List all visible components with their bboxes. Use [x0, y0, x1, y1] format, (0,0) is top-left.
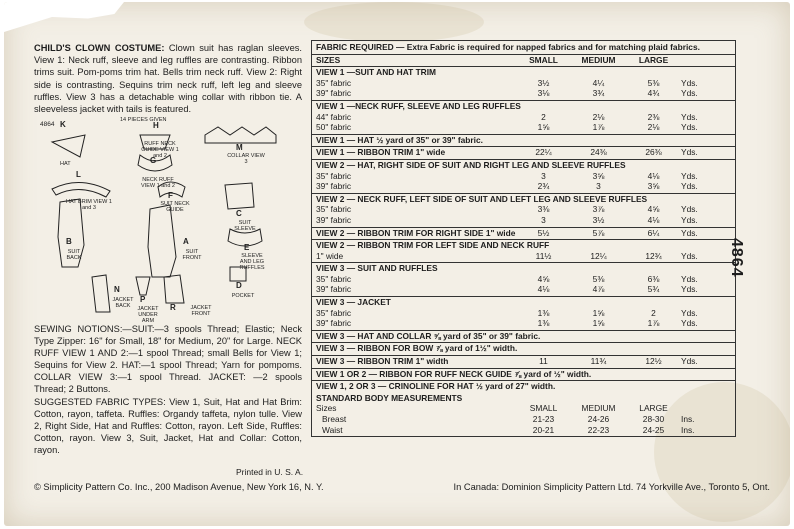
bm-label: Waist: [322, 424, 343, 435]
amount-s: 11½: [535, 250, 552, 261]
amount-l: 6⅜: [647, 273, 660, 284]
body-measurements: [312, 393, 735, 436]
torn-corner: [4, 2, 124, 32]
unit: Yds.: [681, 77, 698, 88]
piece-letter: L: [76, 170, 81, 179]
fabric-section: [312, 297, 735, 331]
section-title: VIEW 3 — JACKET: [316, 297, 391, 308]
amount-m: 2⅛: [592, 111, 605, 122]
fabric-label: 1" wide: [316, 250, 344, 261]
piece-letter: A: [183, 237, 189, 246]
bm-label: Breast: [322, 414, 347, 424]
piece-letter: K: [60, 120, 66, 129]
piece-letter: H: [153, 121, 159, 130]
amount-s: 3⅛: [537, 88, 550, 99]
piece-label: NECK RUFF VIEW 1 and 2: [141, 177, 175, 189]
amount-l: 4⅛: [647, 214, 660, 225]
fabric-label: 39" fabric: [316, 284, 352, 295]
section-title: VIEW 1 OR 2 — RIBBON FOR RUFF NECK GUIDE ⅞ yard of ½" width.: [316, 368, 592, 379]
section-title-row: [316, 369, 731, 380]
amount-s: 22¼: [535, 147, 552, 158]
fabric-row: [316, 308, 731, 319]
pattern-pieces-diagram: [40, 117, 302, 324]
fabric-label: 35" fabric: [316, 273, 352, 284]
piece-label: SUIT BACK: [66, 249, 82, 261]
body-measurements-head: [316, 403, 731, 414]
printed-in: Printed in U. S. A.: [236, 467, 304, 477]
pattern-number-small: 4864: [40, 121, 55, 128]
amount-s: 3⅜: [537, 204, 550, 215]
section-title-row: [316, 160, 731, 171]
body-measurements-title: STANDARD BODY MEASUREMENTS: [316, 392, 463, 403]
amount-l: 3⅝: [647, 181, 660, 192]
fabric-label: 44" fabric: [316, 111, 352, 122]
piece-letter: M: [236, 143, 243, 152]
piece-label: SLEEVE AND LEG RUFFLES: [239, 253, 265, 271]
unit: Yds.: [681, 307, 698, 318]
amount-s: 1⅜: [537, 307, 550, 318]
section-title: VIEW 2 — HAT, RIGHT SIDE OF SUIT AND RIGHT LEG AND SLEEVE RUFFLES: [316, 159, 626, 170]
bm-medium: 22-23: [587, 424, 610, 435]
pattern-number-side: 4864: [728, 238, 745, 278]
amount-l: 2⅛: [647, 122, 660, 133]
fabric-section: [312, 135, 735, 148]
piece-label: RUFF NECK GUIDE VIEW 1 and 2: [141, 141, 179, 159]
copyright: © Simplicity Pattern Co. Inc., 200 Madison Avenue, New York 16, N. Y.: [34, 482, 324, 492]
col-small: SMALL: [529, 54, 558, 65]
unit: Yds.: [681, 111, 698, 122]
notions-block: [34, 323, 302, 456]
collar-piece: [205, 127, 276, 143]
stain: [304, 2, 484, 42]
section-title-row: [316, 194, 731, 205]
section-title: VIEW 3 — RIBBON TRIM 1" width: [316, 356, 449, 367]
col-large: LARGE: [638, 54, 669, 65]
amount-s: 4⅛: [537, 284, 550, 295]
piece-letter: N: [114, 285, 120, 294]
fabric-label: 35" fabric: [316, 170, 352, 181]
piece-label: HAT BRIM VIEW 1 and 3: [66, 199, 112, 211]
amount-m: 5⅜: [592, 273, 605, 284]
bm-small: 21-23: [532, 414, 555, 424]
sizes-header: [312, 55, 735, 68]
section-title: VIEW 3 — HAT AND COLLAR ⅝ yard of 35" or 39" fabric.: [316, 330, 541, 341]
unit: Yds.: [681, 204, 698, 215]
amount-l: 2⅜: [647, 111, 660, 122]
amount-s: 1⅝: [537, 122, 550, 133]
fabric-row: [316, 78, 731, 89]
fabric-label: 35" fabric: [316, 77, 352, 88]
amount-l: 26⅜: [645, 147, 662, 158]
jacket-front-piece: [164, 275, 184, 303]
amount-m: 5⅞: [592, 227, 605, 238]
fabric-section: [312, 147, 735, 160]
canada-address: In Canada: Dominion Simplicity Pattern Ltd. 74 Yorkville Ave., Toronto 5, Ont.: [453, 482, 770, 492]
col-medium: MEDIUM: [581, 54, 616, 65]
fabric-row: [316, 274, 731, 285]
jacket-under-arm-piece: [136, 277, 150, 295]
section-title-row: [316, 147, 731, 158]
amount-s: 1⅜: [537, 318, 550, 329]
amount-s: 5½: [537, 227, 550, 238]
piece-letter: B: [66, 237, 72, 246]
fabric-row: [316, 181, 731, 192]
bm-col-small: SMALL: [529, 403, 558, 414]
amount-m: 4⅞: [592, 284, 605, 295]
amount-m: 1⅝: [592, 318, 605, 329]
piece-letter: F: [168, 191, 173, 200]
fabric-section: [312, 356, 735, 369]
amount-l: 4¾: [647, 88, 660, 99]
amount-s: 3½: [537, 77, 550, 88]
fabric-row: [316, 251, 731, 262]
piece-letter: D: [236, 281, 242, 290]
section-title-row: [316, 297, 731, 308]
fabric-row: [316, 204, 731, 215]
unit: Yds.: [681, 284, 698, 295]
section-title-row: [316, 263, 731, 274]
section-title: VIEW 1 — RIBBON TRIM 1" wide: [316, 147, 446, 158]
section-title-row: [316, 331, 731, 342]
piece-label: SUIT NECK GUIDE: [160, 201, 190, 213]
bm-col-large: LARGE: [639, 403, 668, 414]
bm-large: 28-30: [642, 414, 665, 424]
fabric-label: 50" fabric: [316, 122, 352, 133]
piece-label: POCKET: [231, 293, 255, 299]
section-title-row: [316, 67, 731, 78]
bm-col-medium: MEDIUM: [581, 403, 616, 414]
amount-s: 3: [541, 170, 546, 181]
sewing-notions: SEWING NOTIONS:—SUIT:—3 spools Thread; Elastic; Neck Type Zipper: 16" for Small, 18" for Medium, 20" for Large. NECK RUFF VIEW 1 AND 2:—1 spool Thread; small Bells for View 1; Sequins for View 2. HAT:—1 spool Thread; Yarn for pompoms. COLLAR VIEW 3:—1 spool Thread. JACKET: —2 spools Thread; 2 Buttons.: [34, 324, 302, 395]
fabric-section: [312, 67, 735, 101]
col-sizes: SIZES: [316, 54, 341, 65]
piece-label: HAT: [60, 161, 71, 167]
fabric-section: [312, 194, 735, 228]
unit: Yds.: [681, 181, 698, 192]
piece-label: JACKET UNDER ARM: [137, 306, 159, 324]
piece-label: SUIT FRONT: [182, 249, 202, 261]
amount-m: 4¼: [592, 77, 605, 88]
amount-l: 12½: [645, 356, 662, 367]
fabric-section: [312, 228, 735, 241]
bm-medium: 24-26: [587, 414, 610, 424]
fabric-label: 35" fabric: [316, 204, 352, 215]
amount-m: 3⅝: [592, 170, 605, 181]
unit: Yds.: [681, 318, 698, 329]
suit-front-piece: [148, 205, 176, 277]
fabric-table-header: FABRIC REQUIRED — Extra Fabric is required for napped fabrics and for matching plaid fabrics.: [312, 41, 735, 55]
section-title: VIEW 3 — RIBBON FOR BOW ⅞ yard of 1½" width.: [316, 343, 518, 354]
piece-letter: P: [140, 295, 146, 304]
amount-l: 5¾: [647, 284, 660, 295]
hat-piece: [52, 135, 85, 157]
footer: [34, 482, 774, 492]
amount-m: 24⅜: [590, 147, 607, 158]
amount-l: 1⅞: [647, 318, 660, 329]
amount-m: 3: [596, 181, 601, 192]
piece-label: SUIT SLEEVE: [234, 220, 256, 232]
fabric-section: [312, 101, 735, 135]
jacket-back-piece: [92, 275, 110, 312]
section-title-row: [316, 135, 731, 146]
fabric-row: [316, 171, 731, 182]
amount-s: 11: [539, 356, 548, 367]
amount-m: 11¾: [590, 356, 607, 367]
fabric-section: [312, 343, 735, 356]
fabric-section: [312, 381, 735, 393]
fabric-label: 39" fabric: [316, 181, 352, 192]
pattern-envelope-back: [4, 2, 790, 526]
pieces-given-label: 14 PIECES GIVEN: [120, 117, 167, 123]
unit: Yds.: [681, 250, 698, 261]
amount-l: 2: [651, 307, 656, 318]
suggested-fabrics: SUGGESTED FABRIC TYPES: View 1, Suit, Hat and Hat Brim: Cotton, rayon, taffeta. Ruffles: Organdy taffeta, nylon tulle. View 2, Right Side, Hat and Ruffles: Cotton, rayon. Left Side, Ruffles: Cotton, rayon. View 3, Suit, Jacket, Hat and Collar: Cotton, rayon.: [34, 396, 302, 455]
amount-s: 2: [541, 111, 546, 122]
fabric-row: [316, 112, 731, 123]
unit: Yds.: [681, 147, 698, 158]
fabric-sections: [312, 67, 735, 393]
piece-label: COLLAR VIEW 3: [227, 153, 265, 165]
section-title-row: [316, 240, 731, 251]
section-title: VIEW 2 — NECK RUFF, LEFT SIDE OF SUIT AND LEFT LEG AND SLEEVE RUFFLES: [316, 193, 648, 204]
fabric-row: [316, 284, 731, 295]
amount-m: 1⅞: [592, 122, 605, 133]
bm-unit: Ins.: [681, 424, 695, 435]
costume-heading: CHILD'S CLOWN COSTUME:: [34, 43, 165, 53]
sizes-label: Sizes: [316, 403, 337, 414]
fabric-section: [312, 331, 735, 344]
fabric-label: 35" fabric: [316, 307, 352, 318]
section-title: VIEW 1 —NECK RUFF, SLEEVE AND LEG RUFFLES: [316, 100, 521, 111]
amount-m: 3⅞: [592, 204, 605, 215]
hat-brim-piece: [52, 182, 110, 197]
piece-label: JACKET BACK: [112, 297, 134, 309]
amount-l: 4⅛: [647, 170, 660, 181]
fabric-label: 39" fabric: [316, 214, 352, 225]
amount-l: 12¾: [645, 250, 662, 261]
bm-large: 24-25: [642, 424, 665, 435]
fabric-label: 39" fabric: [316, 88, 352, 99]
amount-m: 3½: [592, 214, 605, 225]
section-title-row: [316, 101, 731, 112]
piece-letter: E: [244, 243, 250, 252]
section-title-row: [316, 356, 731, 367]
section-title: VIEW 1 — HAT ½ yard of 35" or 39" fabric.: [316, 134, 483, 145]
section-title-row: [316, 228, 731, 239]
unit: Yds.: [681, 273, 698, 284]
fabric-table: [311, 40, 736, 437]
description-block: [34, 42, 302, 115]
piece-letter: C: [236, 209, 242, 218]
fabric-row: [316, 215, 731, 226]
section-title: VIEW 2 — RIBBON TRIM FOR LEFT SIDE AND NECK RUFF: [316, 240, 550, 251]
piece-letter: R: [170, 303, 176, 312]
fabric-row: [316, 318, 731, 329]
amount-s: 2¾: [537, 181, 550, 192]
unit: Yds.: [681, 227, 698, 238]
section-title-row: [316, 343, 731, 354]
unit: Yds.: [681, 356, 698, 367]
costume-description: Clown suit has raglan sleeves. View 1: Neck ruff, sleeve and leg ruffles are contrasting. Ribbon trims suit. Pom-poms trim hat. Bells trim neck ruff. View 2: Right side is contrasting. Sequins trim neck ruff, left leg and sleeve ruffles. View 3 has a detachable wing collar with ribbon tie. A sleeveless jacket with tails is featured.: [34, 43, 302, 115]
fabric-row: [316, 88, 731, 99]
unit: Yds.: [681, 170, 698, 181]
fabric-row: [316, 122, 731, 133]
unit: Yds.: [681, 88, 698, 99]
fabric-section: [312, 240, 735, 263]
unit: Yds.: [681, 122, 698, 133]
piece-letter: G: [150, 156, 157, 165]
suit-sleeve-piece: [225, 183, 254, 209]
section-title: VIEW 1, 2 OR 3 — CRINOLINE FOR HAT ½ yard of 27" width.: [316, 381, 556, 392]
amount-m: 12¼: [590, 250, 607, 261]
unit: Yds.: [681, 214, 698, 225]
fabric-section: [312, 369, 735, 382]
fabric-section: [312, 263, 735, 297]
bm-small: 20-21: [532, 424, 555, 435]
bm-row-waist: [316, 425, 731, 436]
amount-m: 1⅝: [592, 307, 605, 318]
amount-l: 6¼: [647, 227, 660, 238]
section-title: VIEW 2 — RIBBON TRIM FOR RIGHT SIDE 1" wide: [316, 227, 516, 238]
amount-s: 4⅝: [537, 273, 550, 284]
amount-s: 3: [541, 214, 546, 225]
amount-l: 5⅜: [647, 77, 660, 88]
bm-row-breast: [316, 414, 731, 425]
bm-unit: Ins.: [681, 414, 695, 424]
piece-label: JACKET FRONT: [190, 305, 212, 317]
section-title: VIEW 1 —SUIT AND HAT TRIM: [316, 67, 437, 78]
amount-l: 4⅝: [647, 204, 660, 215]
section-title: VIEW 3 — SUIT AND RUFFLES: [316, 263, 438, 274]
section-title-row: [316, 381, 731, 392]
amount-m: 3¾: [592, 88, 605, 99]
fabric-section: [312, 160, 735, 194]
fabric-label: 39" fabric: [316, 318, 352, 329]
